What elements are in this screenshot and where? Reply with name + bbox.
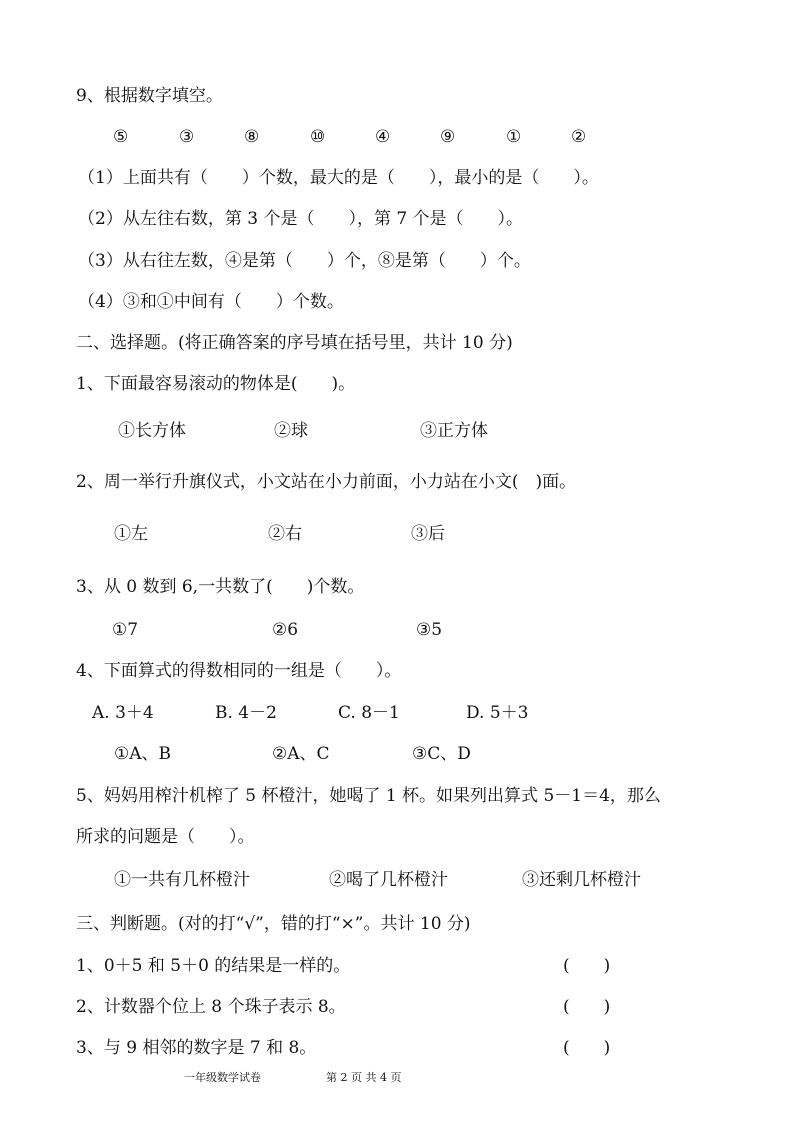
s2-q2-option: ②右 — [268, 524, 302, 544]
s2-q5-stem-line2: 所求的问题是（ ）。 — [76, 827, 255, 847]
q9-sub4: （4）③和①中间有（ ）个数。 — [78, 292, 344, 312]
s3-answer-bracket: ( ) — [563, 997, 611, 1017]
footer-title: 一年级数学试卷 — [184, 1071, 261, 1084]
s2-q3-option: ②6 — [272, 620, 299, 640]
q9-title: 9、根据数字填空。 — [76, 86, 223, 106]
q9-sub3: （3）从右往左数，④是第（ ）个，⑧是第（ ）个。 — [78, 251, 531, 271]
section3-header: 三、判断题。(对的打“√”，错的打“×”。共计 10 分) — [76, 914, 471, 934]
s2-q1-option: ②球 — [274, 421, 308, 441]
s2-q5-option: ①一共有几杯橙汁 — [114, 870, 250, 890]
q9-number: ⑧ — [244, 127, 260, 147]
q9-number: ⑩ — [310, 127, 326, 147]
s2-q4-item: D. 5＋3 — [466, 703, 529, 723]
q9-sub1: （1）上面共有（ ）个数，最大的是（ ），最小的是（ ）。 — [78, 168, 599, 188]
s2-q5-option: ③还剩几杯橙汁 — [522, 870, 641, 890]
s2-q4-option: ③C、D — [412, 744, 471, 764]
q9-number: ① — [506, 127, 522, 147]
q9-number: ② — [571, 127, 587, 147]
s2-q1-option: ③正方体 — [420, 421, 488, 441]
s2-q4-item: A. 3＋4 — [92, 703, 154, 723]
s2-q4-stem: 4、下面算式的得数相同的一组是（ ）。 — [76, 661, 402, 681]
q9-number: ③ — [179, 127, 195, 147]
footer-page-number: 第 2 页 共 4 页 — [326, 1071, 402, 1084]
s2-q1-option: ①长方体 — [118, 421, 186, 441]
q9-number: ⑨ — [440, 127, 456, 147]
s2-q5-stem-line1: 5、妈妈用榨汁机榨了 5 杯橙汁，她喝了 1 杯。如果列出算式 5－1＝4，那么 — [76, 786, 661, 806]
s2-q4-option: ①A、B — [114, 744, 172, 764]
s2-q4-item: B. 4－2 — [215, 703, 277, 723]
s2-q2-option: ①左 — [114, 524, 148, 544]
s2-q3-option: ①7 — [112, 620, 139, 640]
q9-sub2: （2）从左往右数，第 3 个是（ ），第 7 个是（ ）。 — [78, 209, 524, 229]
s2-q1-stem: 1、下面最容易滚动的物体是( )。 — [76, 374, 356, 394]
s3-item-text: 3、与 9 相邻的数字是 7 和 8。 — [76, 1038, 317, 1058]
s2-q2-stem: 2、周一举行升旗仪式，小文站在小力前面，小力站在小文( )面。 — [76, 472, 577, 492]
s3-item-text: 2、计数器个位上 8 个珠子表示 8。 — [76, 997, 346, 1017]
q9-number: ⑤ — [113, 127, 129, 147]
s2-q4-item: C. 8－1 — [338, 703, 400, 723]
s2-q2-option: ③后 — [411, 524, 445, 544]
s2-q4-option: ②A、C — [272, 744, 330, 764]
s3-item-text: 1、0＋5 和 5＋0 的结果是一样的。 — [76, 956, 351, 976]
section2-header: 二、选择题。(将正确答案的序号填在括号里，共计 10 分) — [76, 333, 513, 353]
s2-q3-stem: 3、从 0 数到 6,一共数了( )个数。 — [76, 577, 365, 597]
s2-q5-option: ②喝了几杯橙汁 — [329, 870, 448, 890]
q9-number: ④ — [375, 127, 391, 147]
s2-q3-option: ③5 — [416, 620, 443, 640]
s3-answer-bracket: ( ) — [563, 956, 611, 976]
s3-answer-bracket: ( ) — [563, 1038, 611, 1058]
